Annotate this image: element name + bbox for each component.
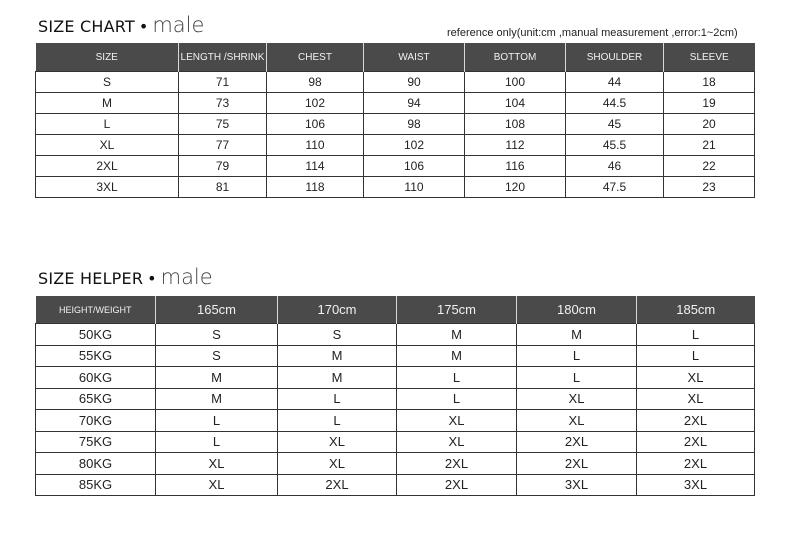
size-helper-title xyxy=(38,265,213,289)
size-chart-cell: 23 xyxy=(664,177,755,198)
size-chart-cell: 71 xyxy=(179,72,267,93)
size-chart-row-label: 2XL xyxy=(36,156,179,177)
size-helper-cell: S xyxy=(156,345,278,367)
size-helper-cell: XL xyxy=(397,431,517,453)
size-helper-column-header: 180cm xyxy=(517,296,637,324)
size-chart-cell: 112 xyxy=(465,135,566,156)
size-helper-header-row xyxy=(36,296,755,324)
size-helper-cell: XL xyxy=(517,410,637,432)
size-helper-cell: M xyxy=(397,324,517,346)
size-chart-column-header: WAIST xyxy=(364,43,465,72)
size-helper-cell: XL xyxy=(156,474,278,496)
size-chart-row xyxy=(36,72,755,93)
size-helper-cell: M xyxy=(278,345,397,367)
size-chart-row xyxy=(36,93,755,114)
size-helper-cell: L xyxy=(517,367,637,389)
size-chart-row xyxy=(36,135,755,156)
size-helper-cell: S xyxy=(156,324,278,346)
size-helper-cell: 2XL xyxy=(278,474,397,496)
size-chart-cell: 22 xyxy=(664,156,755,177)
size-chart-table xyxy=(35,43,755,198)
size-chart-column-header: CHEST xyxy=(267,43,364,72)
size-helper-column-header: HEIGHT/WEIGHT xyxy=(36,296,156,324)
size-helper-cell: XL xyxy=(637,388,755,410)
size-chart-cell: 110 xyxy=(267,135,364,156)
size-helper-cell: L xyxy=(517,345,637,367)
size-chart-cell: 114 xyxy=(267,156,364,177)
size-helper-cell: M xyxy=(156,388,278,410)
size-helper-cell: 2XL xyxy=(517,431,637,453)
size-chart-row-label: M xyxy=(36,93,179,114)
size-chart-header-row xyxy=(36,43,755,72)
size-chart-cell: 18 xyxy=(664,72,755,93)
size-chart-row-label: 3XL xyxy=(36,177,179,198)
size-helper-cell: 2XL xyxy=(517,453,637,475)
size-chart-cell: 79 xyxy=(179,156,267,177)
size-chart-column-header: BOTTOM xyxy=(465,43,566,72)
size-chart-title-main: SIZE CHART xyxy=(38,17,135,36)
size-chart-cell: 44.5 xyxy=(566,93,664,114)
size-chart-row xyxy=(36,177,755,198)
size-helper-cell: L xyxy=(637,324,755,346)
size-helper-cell: XL xyxy=(278,431,397,453)
size-helper-cell: L xyxy=(156,431,278,453)
size-chart-cell: 106 xyxy=(267,114,364,135)
size-helper-cell: XL xyxy=(278,453,397,475)
size-helper-cell: XL xyxy=(397,410,517,432)
size-helper-cell: XL xyxy=(637,367,755,389)
size-helper-row xyxy=(36,388,755,410)
size-chart-cell: 102 xyxy=(267,93,364,114)
size-chart-cell: 104 xyxy=(465,93,566,114)
measurement-note: reference only(unit:cm ,manual measurement ,error:1~2cm) xyxy=(447,27,738,39)
size-helper-row-label: 60KG xyxy=(36,367,156,389)
size-chart-title-gender: male xyxy=(152,13,205,37)
size-helper-cell: M xyxy=(278,367,397,389)
size-chart-cell: 110 xyxy=(364,177,465,198)
title-separator-dot: • xyxy=(138,17,149,36)
size-helper-cell: 3XL xyxy=(637,474,755,496)
size-helper-cell: M xyxy=(156,367,278,389)
size-chart-cell: 120 xyxy=(465,177,566,198)
size-chart-cell: 45.5 xyxy=(566,135,664,156)
size-helper-row xyxy=(36,453,755,475)
size-helper-cell: S xyxy=(278,324,397,346)
size-chart-cell: 77 xyxy=(179,135,267,156)
size-chart-cell: 108 xyxy=(465,114,566,135)
size-chart-cell: 118 xyxy=(267,177,364,198)
size-chart-row-label: XL xyxy=(36,135,179,156)
size-chart-body xyxy=(36,72,755,198)
size-helper-cell: 2XL xyxy=(637,453,755,475)
size-helper-row-label: 70KG xyxy=(36,410,156,432)
size-helper-cell: 2XL xyxy=(637,410,755,432)
size-chart-row xyxy=(36,114,755,135)
size-helper-column-header: 165cm xyxy=(156,296,278,324)
size-helper-cell: L xyxy=(278,388,397,410)
size-helper-cell: 2XL xyxy=(637,431,755,453)
size-chart-cell: 19 xyxy=(664,93,755,114)
size-helper-cell: L xyxy=(397,388,517,410)
size-helper-title-gender: male xyxy=(160,265,213,289)
size-chart-cell: 46 xyxy=(566,156,664,177)
size-chart-cell: 106 xyxy=(364,156,465,177)
size-chart-cell: 116 xyxy=(465,156,566,177)
size-helper-cell: M xyxy=(397,345,517,367)
title-separator-dot: • xyxy=(147,269,157,288)
size-chart-row-label: L xyxy=(36,114,179,135)
size-chart-column-header: SLEEVE xyxy=(664,43,755,72)
size-helper-column-header: 185cm xyxy=(637,296,755,324)
size-chart-cell: 98 xyxy=(267,72,364,93)
size-helper-cell: M xyxy=(517,324,637,346)
size-helper-row-label: 85KG xyxy=(36,474,156,496)
size-chart-column-header: SHOULDER xyxy=(566,43,664,72)
size-helper-column-header: 175cm xyxy=(397,296,517,324)
size-helper-title-main: SIZE HELPER xyxy=(38,269,144,288)
size-helper-cell: L xyxy=(156,410,278,432)
size-helper-column-header: 170cm xyxy=(278,296,397,324)
size-chart-cell: 75 xyxy=(179,114,267,135)
size-helper-cell: L xyxy=(637,345,755,367)
size-chart-row xyxy=(36,156,755,177)
size-helper-row xyxy=(36,431,755,453)
size-helper-cell: 3XL xyxy=(517,474,637,496)
size-helper-row-label: 75KG xyxy=(36,431,156,453)
size-chart-title xyxy=(38,13,204,37)
size-helper-cell: XL xyxy=(517,388,637,410)
size-helper-row xyxy=(36,474,755,496)
size-chart-cell: 45 xyxy=(566,114,664,135)
size-helper-row-label: 50KG xyxy=(36,324,156,346)
size-chart-cell: 90 xyxy=(364,72,465,93)
size-chart-column-header: LENGTH /SHRINK xyxy=(179,43,267,72)
size-chart-cell: 98 xyxy=(364,114,465,135)
size-helper-row xyxy=(36,367,755,389)
size-helper-cell: XL xyxy=(156,453,278,475)
size-helper-row xyxy=(36,410,755,432)
size-chart-row-label: S xyxy=(36,72,179,93)
size-helper-cell: L xyxy=(397,367,517,389)
size-helper-row-label: 55KG xyxy=(36,345,156,367)
size-chart-cell: 21 xyxy=(664,135,755,156)
size-chart-cell: 73 xyxy=(179,93,267,114)
size-helper-cell: 2XL xyxy=(397,453,517,475)
size-chart-cell: 94 xyxy=(364,93,465,114)
size-helper-row-label: 65KG xyxy=(36,388,156,410)
size-chart-cell: 20 xyxy=(664,114,755,135)
size-chart-column-header: SIZE xyxy=(36,43,179,72)
size-chart-cell: 100 xyxy=(465,72,566,93)
size-chart-cell: 102 xyxy=(364,135,465,156)
size-chart-cell: 44 xyxy=(566,72,664,93)
size-chart-cell: 47.5 xyxy=(566,177,664,198)
size-helper-cell: 2XL xyxy=(397,474,517,496)
size-helper-row xyxy=(36,345,755,367)
size-chart-cell: 81 xyxy=(179,177,267,198)
size-helper-row-label: 80KG xyxy=(36,453,156,475)
size-helper-row xyxy=(36,324,755,346)
size-helper-table xyxy=(35,296,755,496)
size-helper-body xyxy=(36,324,755,496)
size-helper-cell: L xyxy=(278,410,397,432)
